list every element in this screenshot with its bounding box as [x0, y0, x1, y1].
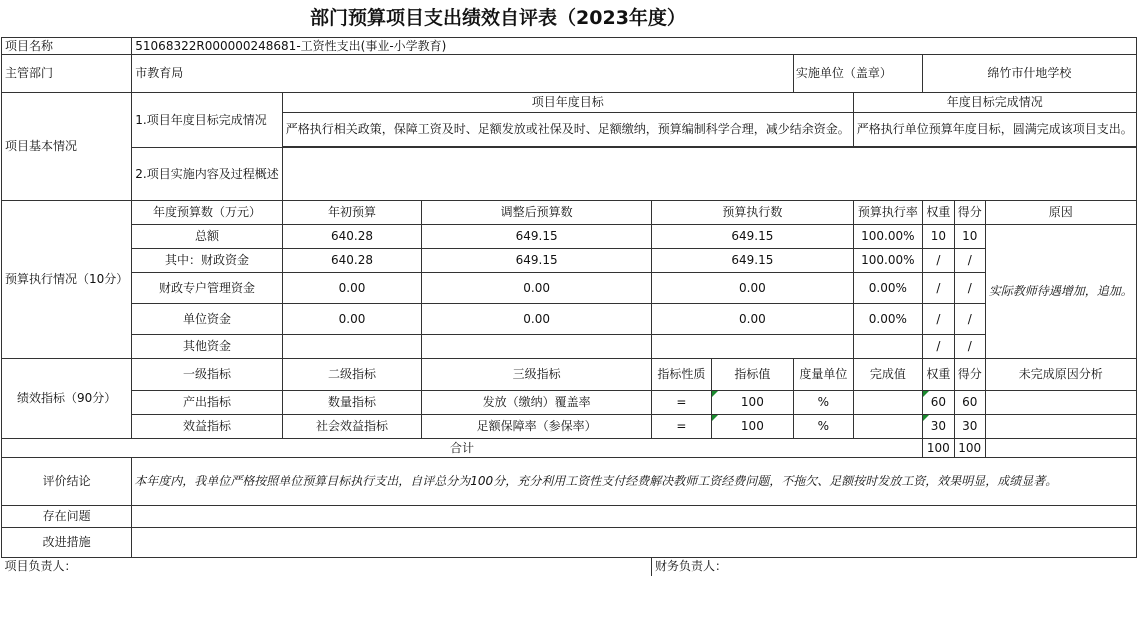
budget-row-score[interactable]: / [954, 335, 985, 359]
finance-lead-label: 财务负责人： [652, 558, 1137, 576]
budget-row-adjusted[interactable]: 649.15 [422, 249, 652, 273]
budget-row-weight[interactable]: / [922, 335, 954, 359]
budget-header-initial: 年初预算 [282, 201, 422, 225]
budget-header-weight: 权重 [922, 201, 954, 225]
budget-header-score: 得分 [954, 201, 985, 225]
budget-row-adjusted[interactable]: 0.00 [422, 273, 652, 304]
perf-header-l1: 一级指标 [132, 359, 282, 391]
budget-row [2, 273, 1137, 304]
budget-row-rate[interactable]: 100.00% [853, 225, 922, 249]
basic-item1-label: 1.项目年度目标完成情况 [132, 93, 282, 148]
basic-item2-label: 2.项目实施内容及过程概述 [132, 148, 282, 201]
budget-row [2, 304, 1137, 335]
budget-row-initial[interactable]: 0.00 [282, 273, 422, 304]
budget-row-initial[interactable] [282, 335, 422, 359]
budget-row-name: 总额 [132, 225, 282, 249]
budget-row [2, 335, 1137, 359]
perf-row [2, 415, 1137, 439]
budget-header-executed: 预算执行数 [652, 201, 854, 225]
basic-item1-done[interactable]: 严格执行单位预算年度目标，圆满完成该项目支出。 [853, 113, 1136, 147]
row-budget-header [2, 201, 1137, 225]
budget-header-reason: 原因 [985, 201, 1136, 225]
budget-row-score[interactable]: / [954, 304, 985, 335]
budget-row-rate[interactable]: 100.00% [853, 249, 922, 273]
budget-label: 预算执行情况（10分） [2, 201, 132, 359]
budget-row-adjusted[interactable]: 0.00 [422, 304, 652, 335]
perf-row-unit[interactable]: % [793, 415, 853, 439]
dept-value[interactable]: 市教育局 [132, 55, 794, 93]
impl-unit-value[interactable]: 绵竹市什地学校 [922, 55, 1136, 93]
perf-header-l2: 二级指标 [282, 359, 422, 391]
budget-row-adjusted[interactable]: 649.15 [422, 225, 652, 249]
perf-row-weight[interactable]: 30 [922, 415, 954, 439]
total-weight[interactable]: 100 [922, 439, 954, 458]
budget-header-annual: 年度预算数（万元） [132, 201, 282, 225]
goal-header: 项目年度目标 [282, 93, 853, 113]
perf-row-l1: 产出指标 [132, 391, 282, 415]
budget-header-adjusted: 调整后预算数 [422, 201, 652, 225]
budget-row-rate[interactable]: 0.00% [853, 273, 922, 304]
budget-reason[interactable]: 实际教师待遇增加，追加。 [985, 225, 1136, 359]
budget-row-executed[interactable] [652, 335, 854, 359]
basic-item2-value[interactable] [282, 148, 1136, 201]
improve-label: 改进措施 [2, 528, 132, 558]
budget-row-score[interactable]: / [954, 273, 985, 304]
budget-row-weight[interactable]: / [922, 249, 954, 273]
budget-row-executed[interactable]: 0.00 [652, 304, 854, 335]
perf-row-nature[interactable]: = [652, 391, 712, 415]
budget-row-weight[interactable]: / [922, 304, 954, 335]
perf-header-l3: 三级指标 [422, 359, 652, 391]
row-improve [2, 528, 1137, 558]
perf-row [2, 391, 1137, 415]
total-label: 合计 [2, 439, 923, 458]
perf-row-done[interactable] [853, 391, 922, 415]
budget-row-name: 单位资金 [132, 304, 282, 335]
budget-row-weight[interactable]: / [922, 273, 954, 304]
budget-row-executed[interactable]: 649.15 [652, 225, 854, 249]
perf-header-unit: 度量单位 [793, 359, 853, 391]
budget-row-executed[interactable]: 0.00 [652, 273, 854, 304]
budget-row-name: 其他资金 [132, 335, 282, 359]
budget-row-initial[interactable]: 0.00 [282, 304, 422, 335]
budget-header-rate: 预算执行率 [853, 201, 922, 225]
perf-header-value: 指标值 [711, 359, 793, 391]
perf-row-nature[interactable]: = [652, 415, 712, 439]
issues-value[interactable] [132, 506, 1136, 528]
total-blank [985, 439, 1136, 458]
page-title: 部门预算项目支出绩效自评表（2023年度） [310, 7, 686, 29]
project-name-label: 项目名称 [2, 38, 132, 55]
perf-header-nature: 指标性质 [652, 359, 712, 391]
budget-row-executed[interactable]: 649.15 [652, 249, 854, 273]
perf-row-reason[interactable] [985, 391, 1136, 415]
row-issues [2, 506, 1137, 528]
perf-row-l3: 足额保障率（参保率） [422, 415, 652, 439]
perf-row-l2: 数量指标 [282, 391, 422, 415]
dept-label: 主管部门 [2, 55, 132, 93]
basic-item1-goal[interactable]: 严格执行相关政策，保障工资及时、足额发放或社保及时、足额缴纳，预算编制科学合理，减少结余资金。 [282, 113, 853, 147]
budget-row-adjusted[interactable] [422, 335, 652, 359]
budget-row [2, 249, 1137, 273]
eval-label: 评价结论 [2, 458, 132, 506]
row-perf-header [2, 359, 1137, 391]
perf-row-l2: 社会效益指标 [282, 415, 422, 439]
improve-value[interactable] [132, 528, 1136, 558]
total-score[interactable]: 100 [954, 439, 985, 458]
row-basic-item2 [2, 148, 1137, 201]
basic-label: 项目基本情况 [2, 93, 132, 201]
impl-unit-label: 实施单位（盖章） [793, 55, 922, 93]
perf-header-weight: 权重 [922, 359, 954, 391]
perf-row-done[interactable] [853, 415, 922, 439]
row-department [2, 55, 1137, 93]
perf-label: 绩效指标（90分） [2, 359, 132, 439]
perf-row-l3: 发放（缴纳）覆盖率 [422, 391, 652, 415]
budget-row-rate[interactable] [853, 335, 922, 359]
perf-row-l1: 效益指标 [132, 415, 282, 439]
budget-row [2, 225, 1137, 249]
project-lead-label: 项目负责人： [2, 558, 652, 576]
budget-row-name: 财政专户管理资金 [132, 273, 282, 304]
budget-row-score[interactable]: 10 [954, 225, 985, 249]
budget-row-name: 其中：财政资金 [132, 249, 282, 273]
perf-row-score[interactable]: 60 [954, 391, 985, 415]
budget-row-initial[interactable]: 640.28 [282, 225, 422, 249]
budget-row-rate[interactable]: 0.00% [853, 304, 922, 335]
perf-row-value[interactable]: 100 [711, 415, 793, 439]
budget-row-weight[interactable]: 10 [922, 225, 954, 249]
perf-row-reason[interactable] [985, 415, 1136, 439]
perf-row-score[interactable]: 30 [954, 415, 985, 439]
perf-header-done: 完成值 [853, 359, 922, 391]
perf-row-value[interactable]: 100 [711, 391, 793, 415]
budget-row-initial[interactable]: 640.28 [282, 249, 422, 273]
performance-table [1, 37, 1137, 576]
row-basic-header [2, 93, 1137, 113]
issues-label: 存在问题 [2, 506, 132, 528]
perf-header-score: 得分 [954, 359, 985, 391]
project-name-value[interactable]: 51068322R000000248681-工资性支出(事业-小学教育) [132, 38, 1136, 55]
row-total [2, 439, 1137, 458]
perf-header-reason: 未完成原因分析 [985, 359, 1136, 391]
row-project-name [2, 38, 1137, 55]
row-signatures [2, 558, 1137, 576]
row-eval [2, 458, 1137, 506]
perf-row-unit[interactable]: % [793, 391, 853, 415]
eval-value[interactable]: 本年度内，我单位严格按照单位预算目标执行支出，自评总分为100分，充分利用工资性支付经费解决教师工资经费问题，不拖欠、足额按时发放工资，效果明显，成绩显著。 [132, 458, 1136, 506]
perf-row-weight[interactable]: 60 [922, 391, 954, 415]
goal-done-header: 年度目标完成情况 [853, 93, 1136, 113]
budget-row-score[interactable]: / [954, 249, 985, 273]
